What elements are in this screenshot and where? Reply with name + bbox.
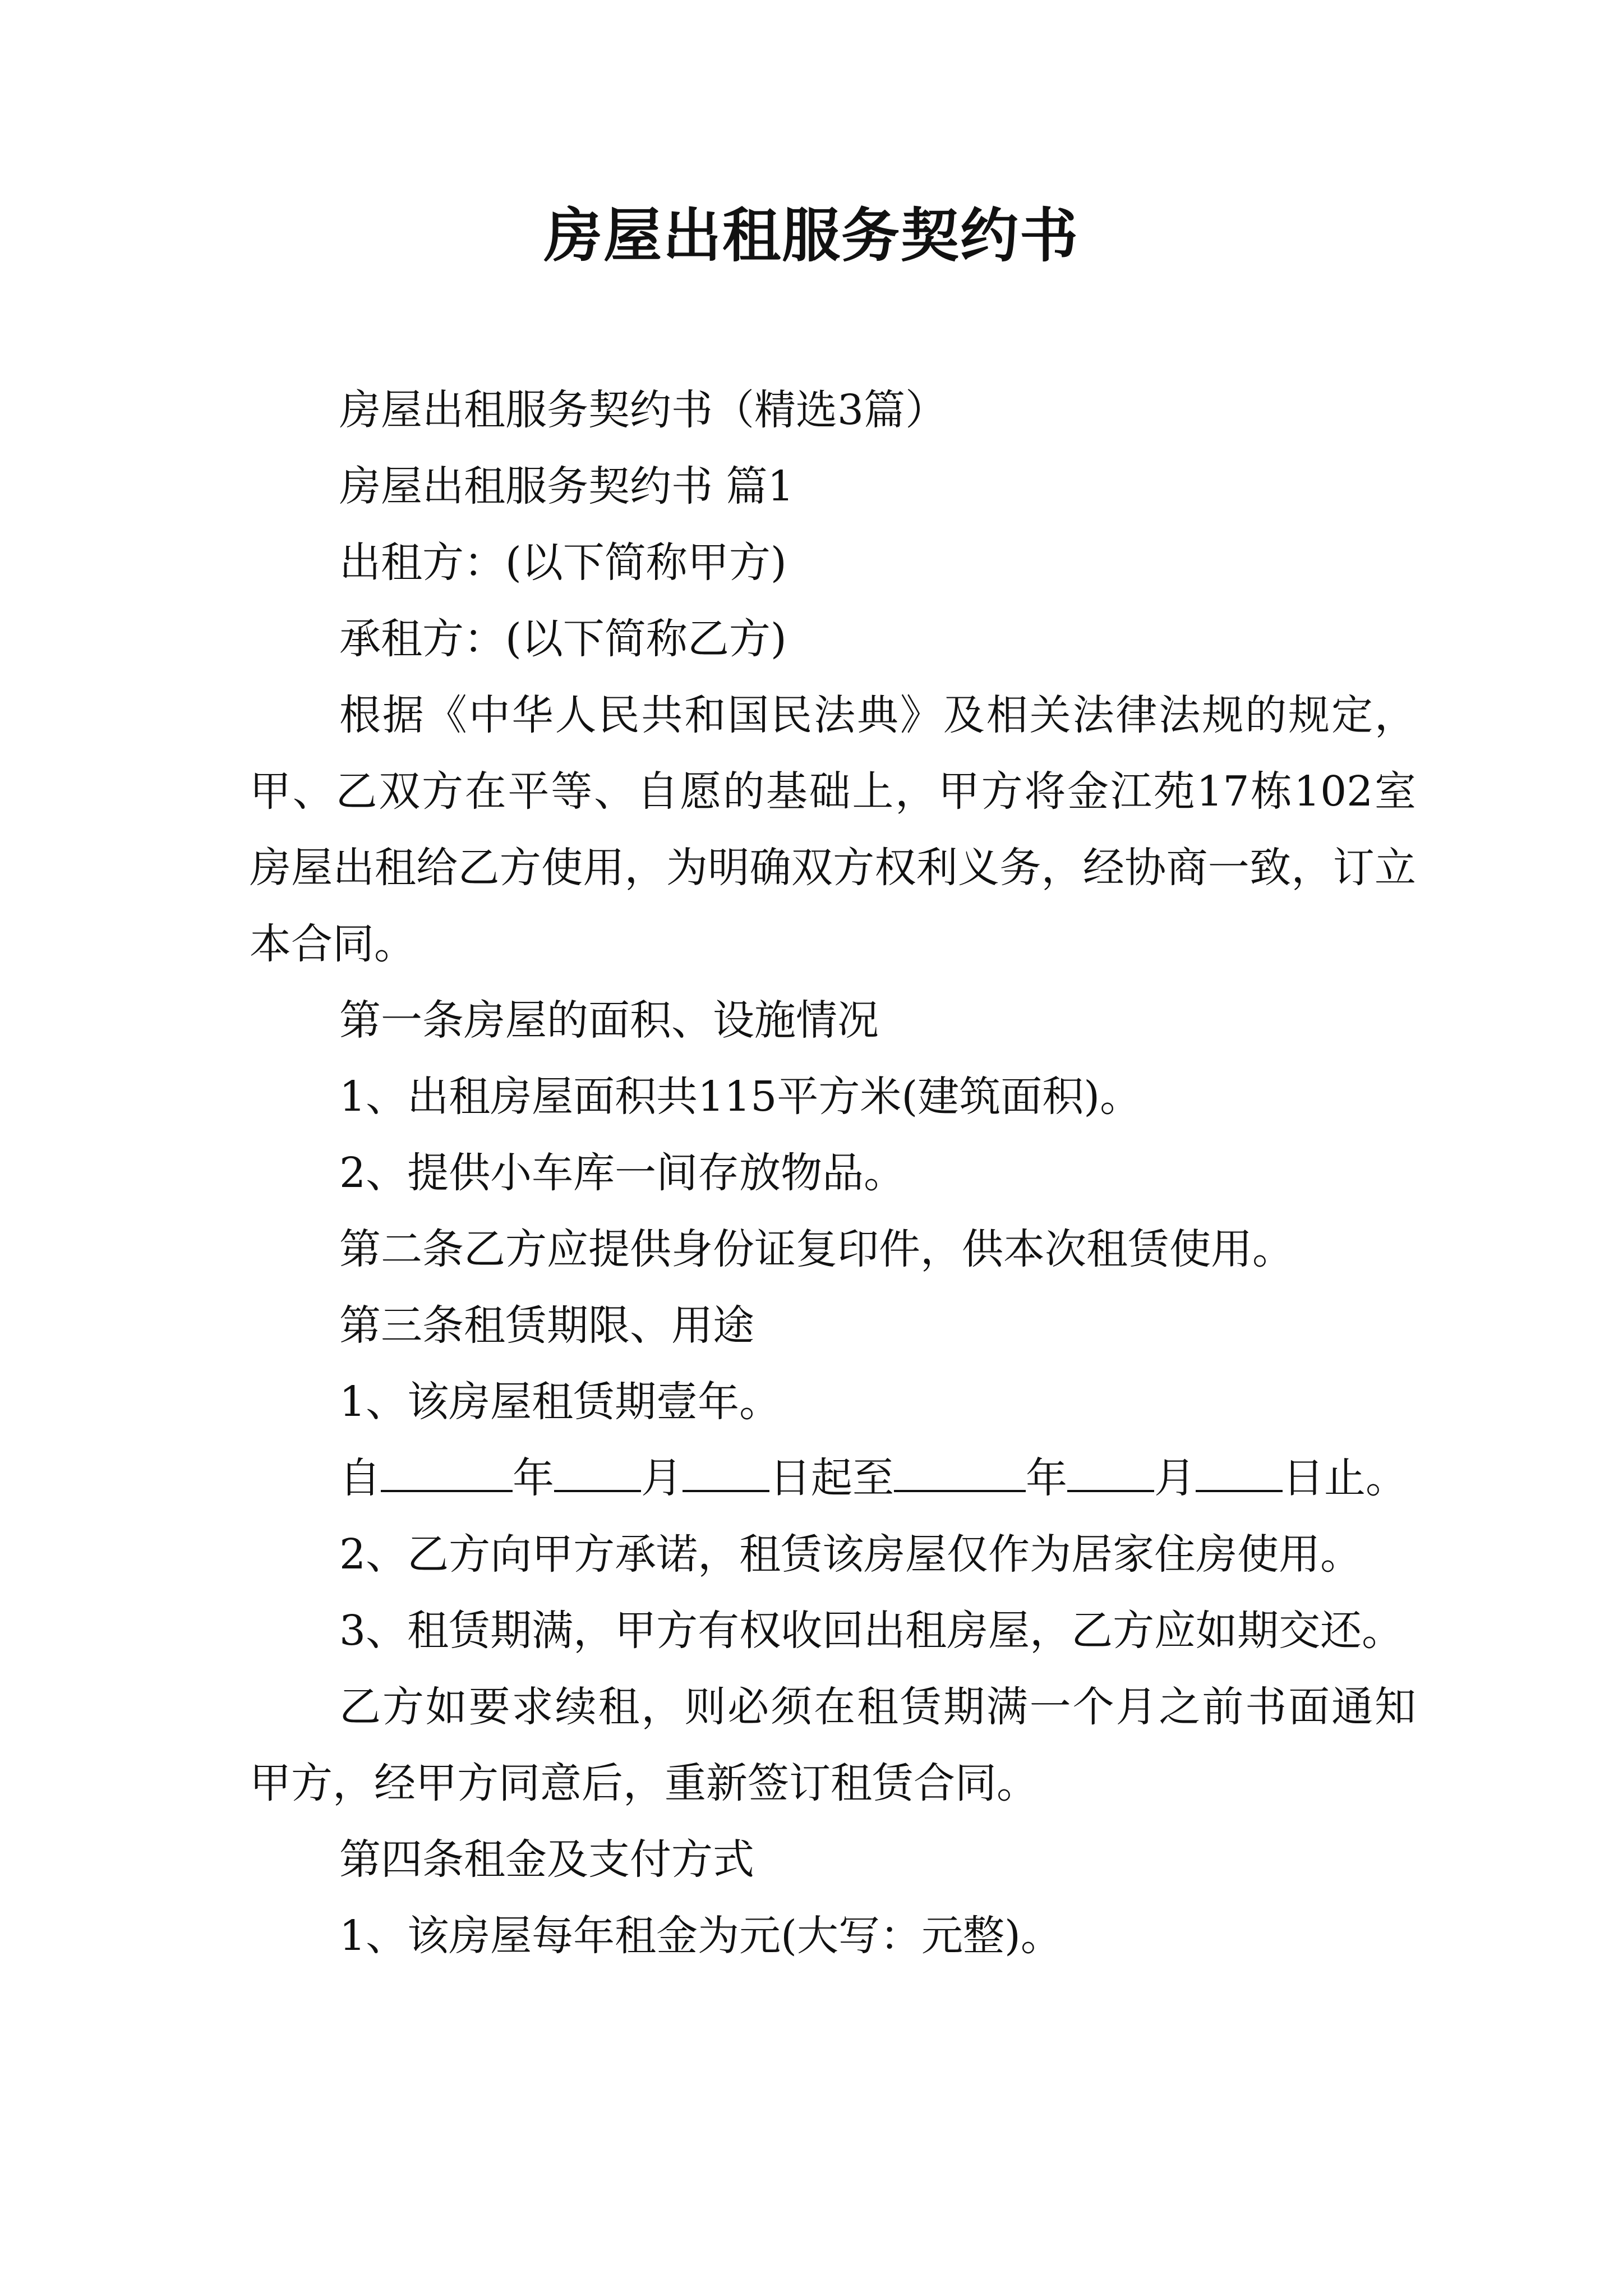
term-month-2: 月 — [1154, 1454, 1196, 1502]
term-from: 自 — [339, 1454, 381, 1502]
paragraph-article-3: 第三条租赁期限、用途 — [339, 1301, 754, 1350]
blank-start-month[interactable] — [554, 1455, 641, 1492]
blank-end-day[interactable] — [1196, 1455, 1283, 1492]
paragraph-rent: 1、该房屋每年租金为元(大写：元整)。 — [339, 1912, 1062, 1960]
paragraph-use: 2、乙方向甲方承诺，租赁该房屋仅作为居家住房使用。 — [339, 1530, 1362, 1579]
blank-start-year[interactable] — [381, 1455, 513, 1492]
document-body — [250, 372, 1416, 1974]
paragraph-preamble: 根据《中华人民共和国民法典》及相关法律法规的规定，甲、乙双方在平等、自愿的基础上，甲方将金江苑17栋102室房屋出租给乙方使用，为明确双方权利义务，经协商一致，订立本合同。 — [250, 691, 1416, 968]
paragraph-term-dates — [250, 1440, 1416, 1516]
paragraph-section-heading: 房屋出租服务契约书 篇1 — [339, 462, 794, 510]
blank-start-day[interactable] — [683, 1455, 769, 1492]
paragraph-expiry: 3、租赁期满，甲方有权收回出租房屋，乙方应如期交还。 — [339, 1607, 1404, 1655]
term-day-end: 日止。 — [1283, 1454, 1407, 1502]
paragraph-lessee: 承租方：(以下简称乙方) — [339, 615, 787, 663]
paragraph-term: 1、该房屋租赁期壹年。 — [339, 1378, 781, 1426]
paragraph-renewal: 乙方如要求续租，则必须在租赁期满一个月之前书面通知甲方，经甲方同意后，重新签订租赁合同。 — [250, 1683, 1416, 1807]
blank-end-year[interactable] — [894, 1455, 1026, 1492]
paragraph-lessor: 出租方：(以下简称甲方) — [339, 539, 787, 587]
paragraph-subtitle: 房屋出租服务契约书（精选3篇） — [339, 386, 947, 434]
paragraph-area: 1、出租房屋面积共115平方米(建筑面积)。 — [339, 1073, 1142, 1121]
paragraph-article-4: 第四条租金及支付方式 — [339, 1835, 754, 1884]
paragraph-garage: 2、提供小车库一间存放物品。 — [339, 1149, 906, 1197]
paragraph-article-1: 第一条房屋的面积、设施情况 — [339, 996, 879, 1045]
term-month-1: 月 — [641, 1454, 683, 1502]
blank-end-month[interactable] — [1067, 1455, 1154, 1492]
term-year-2: 年 — [1026, 1454, 1067, 1502]
term-day-to: 日起至 — [769, 1454, 894, 1502]
paragraph-article-2: 第二条乙方应提供身份证复印件，供本次租赁使用。 — [339, 1225, 1294, 1273]
term-year-1: 年 — [513, 1454, 554, 1502]
document-title: 房屋出租服务契约书 — [543, 201, 1079, 270]
